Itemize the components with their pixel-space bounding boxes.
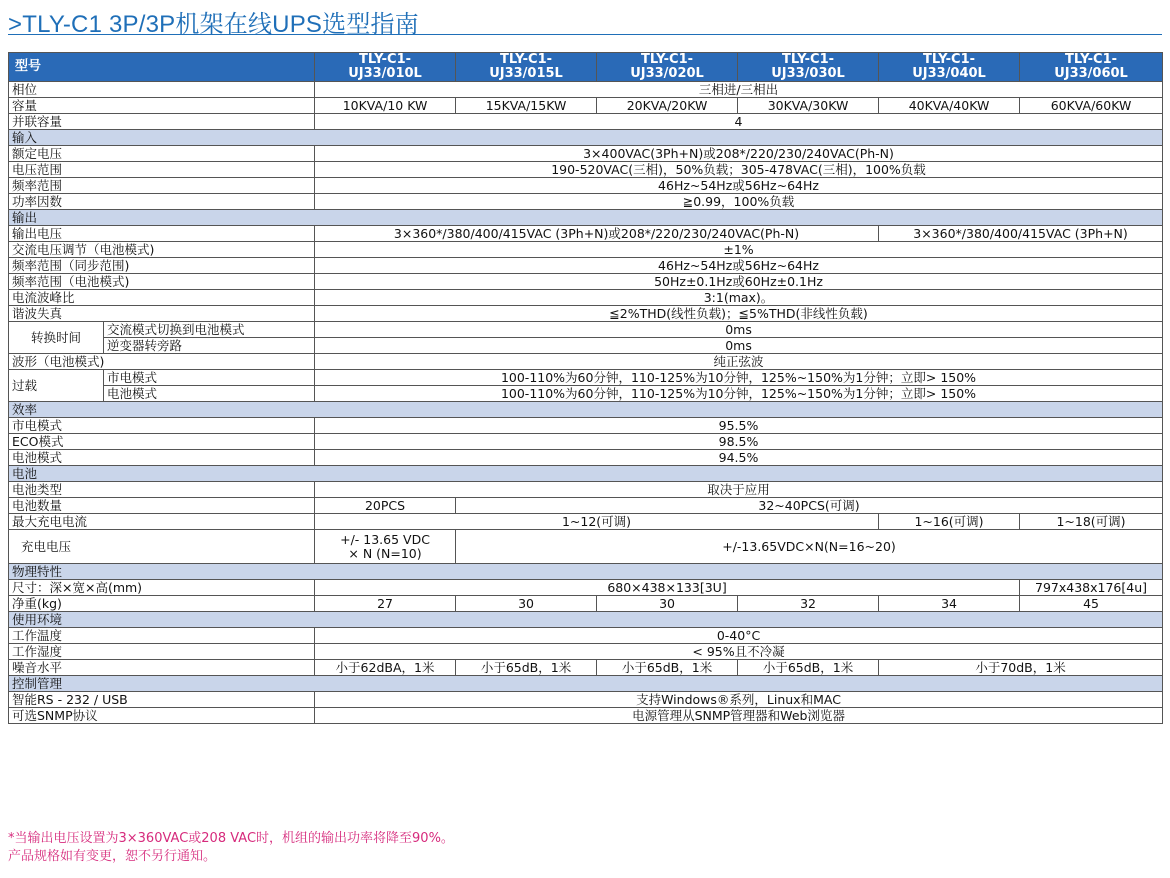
capacity-cell: 30KVA/30KW xyxy=(738,98,879,114)
row-label: 尺寸：深×宽×高(mm) xyxy=(9,580,315,596)
header-model-6: TLY-C1- UJ33/060L xyxy=(1020,53,1163,82)
row-value: 取决于应用 xyxy=(315,482,1163,498)
row-capacity xyxy=(9,98,1163,114)
row-label: 电压范围 xyxy=(9,162,315,178)
row-op-temp xyxy=(9,628,1163,644)
row-value: 电源管理从SNMP管理器和Web浏览器 xyxy=(315,708,1163,724)
row-label: 频率范围（同步范围) xyxy=(9,258,315,274)
row-rated-voltage xyxy=(9,146,1163,162)
row-value: 20PCS xyxy=(315,498,456,514)
row-value: 50Hz±0.1Hz或60Hz±0.1Hz xyxy=(315,274,1163,290)
section-label: 控制管理 xyxy=(9,676,1163,692)
row-noise xyxy=(9,660,1163,676)
header-type-label: 型号 xyxy=(9,53,315,82)
row-op-humidity xyxy=(9,644,1163,660)
row-value: 32~40PCS(可调) xyxy=(456,498,1163,514)
footnotes xyxy=(8,830,454,866)
title-divider xyxy=(8,34,1162,35)
row-value: 纯正弦波 xyxy=(315,354,1163,370)
row-value: +/- 13.65 VDC × N (N=10) xyxy=(315,530,456,564)
row-value: 0-40°C xyxy=(315,628,1163,644)
row-transfer-2 xyxy=(9,338,1163,354)
row-value: 3×400VAC(3Ph+N)或208*/220/230/240VAC(Ph-N) xyxy=(315,146,1163,162)
row-batt-type xyxy=(9,482,1163,498)
noise-cell: 小于65dB，1米 xyxy=(456,660,597,676)
row-label: 频率范围（电池模式) xyxy=(9,274,315,290)
row-phase xyxy=(9,82,1163,98)
row-value: 支持Windows®系列，Linux和MAC xyxy=(315,692,1163,708)
weight-cell: 32 xyxy=(738,596,879,612)
row-value: 98.5% xyxy=(315,434,1163,450)
row-label: 过载 xyxy=(9,370,104,402)
row-value: ±1% xyxy=(315,242,1163,258)
section-efficiency xyxy=(9,402,1163,418)
row-value: 三相进/三相出 xyxy=(315,82,1163,98)
row-transfer-1 xyxy=(9,322,1163,338)
row-value: 100-110%为60分钟，110-125%为10分钟，125%~150%为1分钟；立即> 150% xyxy=(315,370,1163,386)
row-ac-regulation xyxy=(9,242,1163,258)
row-freq-batt xyxy=(9,274,1163,290)
capacity-cell: 20KVA/20KW xyxy=(597,98,738,114)
row-label: 最大充电电流 xyxy=(9,514,315,530)
row-label: 转换时间 xyxy=(9,322,104,354)
row-voltage-range xyxy=(9,162,1163,178)
header-model-3: TLY-C1- UJ33/020L xyxy=(597,53,738,82)
row-label: 电池数量 xyxy=(9,498,315,514)
section-label: 电池 xyxy=(9,466,1163,482)
row-sublabel: 交流模式切换到电池模式 xyxy=(104,322,315,338)
row-sublabel: 逆变器转旁路 xyxy=(104,338,315,354)
weight-cell: 27 xyxy=(315,596,456,612)
row-label: 容量 xyxy=(9,98,315,114)
capacity-cell: 15KVA/15KW xyxy=(456,98,597,114)
row-value: 0ms xyxy=(315,338,1163,354)
row-label: 相位 xyxy=(9,82,315,98)
section-control xyxy=(9,676,1163,692)
row-value: 190-520VAC(三相)，50%负载；305-478VAC(三相)，100%负载 xyxy=(315,162,1163,178)
header-model-2: TLY-C1- UJ33/015L xyxy=(456,53,597,82)
row-label: 电池模式 xyxy=(9,450,315,466)
row-value: ≧0.99，100%负载 xyxy=(315,194,1163,210)
spec-table xyxy=(8,52,1163,724)
row-value: 95.5% xyxy=(315,418,1163,434)
row-value: 680×438×133[3U] xyxy=(315,580,1020,596)
row-crest xyxy=(9,290,1163,306)
section-label: 物理特性 xyxy=(9,564,1163,580)
section-input xyxy=(9,130,1163,146)
row-thd xyxy=(9,306,1163,322)
section-label: 使用环境 xyxy=(9,612,1163,628)
row-rs232 xyxy=(9,692,1163,708)
row-value: 3×360*/380/400/415VAC (3Ph+N)或208*/220/230/240VAC(Ph-N) xyxy=(315,226,879,242)
row-batt-count xyxy=(9,498,1163,514)
section-output xyxy=(9,210,1163,226)
row-overload-2 xyxy=(9,386,1163,402)
row-label: 噪音水平 xyxy=(9,660,315,676)
weight-cell: 30 xyxy=(456,596,597,612)
header-row xyxy=(9,53,1163,82)
row-label: 智能RS - 232 / USB xyxy=(9,692,315,708)
page-title: >TLY-C1 3P/3P机架在线UPS选型指南 xyxy=(8,11,419,38)
row-value: +/-13.65VDC×N(N=16~20) xyxy=(456,530,1163,564)
row-value: 100-110%为60分钟，110-125%为10分钟，125%~150%为1分钟；立即> 150% xyxy=(315,386,1163,402)
header-model-1: TLY-C1- UJ33/010L xyxy=(315,53,456,82)
row-value: 0ms xyxy=(315,322,1163,338)
header-model-4: TLY-C1- UJ33/030L xyxy=(738,53,879,82)
row-value: 3:1(max)。 xyxy=(315,290,1163,306)
row-eff-batt xyxy=(9,450,1163,466)
weight-cell: 30 xyxy=(597,596,738,612)
noise-cell: 小于62dBA，1米 xyxy=(315,660,456,676)
row-value: 1~12(可调) xyxy=(315,514,879,530)
row-parallel xyxy=(9,114,1163,130)
row-label: 输出电压 xyxy=(9,226,315,242)
row-waveform xyxy=(9,354,1163,370)
row-dimensions xyxy=(9,580,1163,596)
noise-cell: 小于70dB，1米 xyxy=(879,660,1163,676)
row-value: ≦2%THD(线性负载)；≦5%THD(非线性负载) xyxy=(315,306,1163,322)
weight-cell: 45 xyxy=(1020,596,1163,612)
row-label: 谐波失真 xyxy=(9,306,315,322)
row-label: 工作温度 xyxy=(9,628,315,644)
capacity-cell: 10KVA/10 KW xyxy=(315,98,456,114)
row-sublabel: 市电模式 xyxy=(104,370,315,386)
row-label: 工作湿度 xyxy=(9,644,315,660)
section-battery xyxy=(9,466,1163,482)
header-model-5: TLY-C1- UJ33/040L xyxy=(879,53,1020,82)
row-label: ECO模式 xyxy=(9,434,315,450)
section-physical xyxy=(9,564,1163,580)
row-value: 4 xyxy=(315,114,1163,130)
row-eff-eco xyxy=(9,434,1163,450)
row-freq-range xyxy=(9,178,1163,194)
row-value: 46Hz~54Hz或56Hz~64Hz xyxy=(315,178,1163,194)
section-label: 效率 xyxy=(9,402,1163,418)
row-freq-sync xyxy=(9,258,1163,274)
row-value: 797x438x176[4u] xyxy=(1020,580,1163,596)
row-label: 电池类型 xyxy=(9,482,315,498)
capacity-cell: 60KVA/60KW xyxy=(1020,98,1163,114)
weight-cell: 34 xyxy=(879,596,1020,612)
row-weight xyxy=(9,596,1163,612)
row-max-charge xyxy=(9,514,1163,530)
row-label: 市电模式 xyxy=(9,418,315,434)
footnote-output-derating: *当输出电压设置为3×360VAC或208 VAC时，机组的输出功率将降至90%。 xyxy=(8,831,454,846)
row-label: 功率因数 xyxy=(9,194,315,210)
row-value: 46Hz~54Hz或56Hz~64Hz xyxy=(315,258,1163,274)
row-value: 1~16(可调) xyxy=(879,514,1020,530)
capacity-cell: 40KVA/40KW xyxy=(879,98,1020,114)
noise-cell: 小于65dB，1米 xyxy=(597,660,738,676)
row-label: 额定电压 xyxy=(9,146,315,162)
row-label: 电流波峰比 xyxy=(9,290,315,306)
row-label: 并联容量 xyxy=(9,114,315,130)
row-value: < 95%且不冷凝 xyxy=(315,644,1163,660)
row-overload-1 xyxy=(9,370,1163,386)
row-snmp xyxy=(9,708,1163,724)
row-label: 波形（电池模式) xyxy=(9,354,315,370)
section-environment xyxy=(9,612,1163,628)
row-charge-voltage xyxy=(9,530,1163,564)
noise-cell: 小于65dB，1米 xyxy=(738,660,879,676)
row-output-voltage xyxy=(9,226,1163,242)
row-eff-line xyxy=(9,418,1163,434)
row-power-factor xyxy=(9,194,1163,210)
row-label: 交流电压调节（电池模式) xyxy=(9,242,315,258)
row-label: 净重(kg) xyxy=(9,596,315,612)
section-label: 输入 xyxy=(9,130,1163,146)
row-value: 94.5% xyxy=(315,450,1163,466)
row-value: 1~18(可调) xyxy=(1020,514,1163,530)
row-sublabel: 电池模式 xyxy=(104,386,315,402)
row-label: 充电电压 xyxy=(9,530,315,564)
footnote-disclaimer: 产品规格如有变更，恕不另行通知。 xyxy=(8,849,217,864)
row-label: 可选SNMP协议 xyxy=(9,708,315,724)
section-label: 输出 xyxy=(9,210,1163,226)
row-label: 频率范围 xyxy=(9,178,315,194)
row-value: 3×360*/380/400/415VAC (3Ph+N) xyxy=(879,226,1163,242)
